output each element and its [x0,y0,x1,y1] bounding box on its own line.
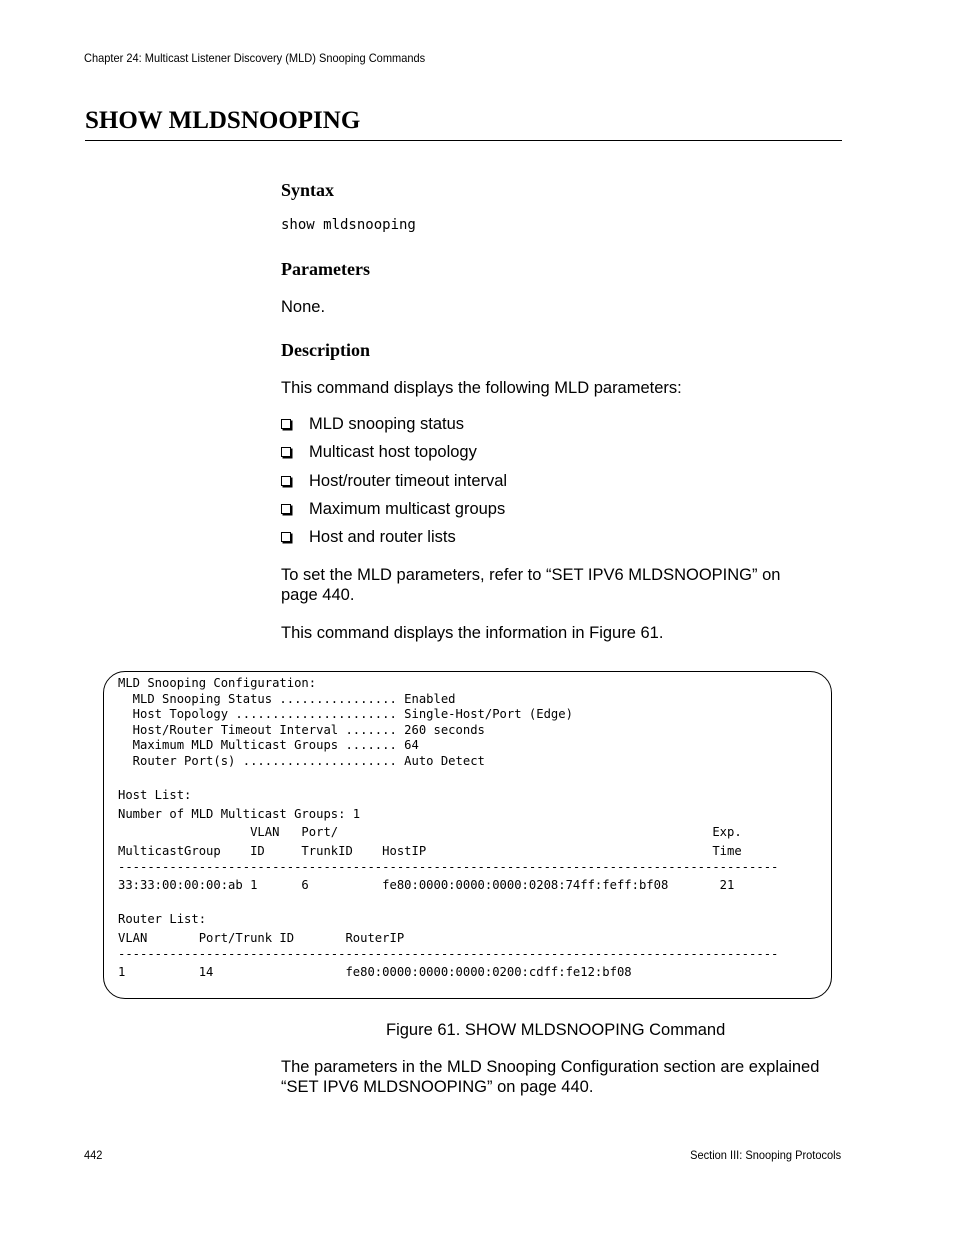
syntax-command: show mldsnooping [281,217,416,233]
output-line: 33:33:00:00:00:ab 1 6 fe80:0000:0000:0000:0208:74ff:feff:bf08 21 [118,878,735,893]
output-line: ------------------------------------------------------------------------------------------ [118,859,779,874]
list-item: Multicast host topology [281,443,477,462]
list-item: Maximum multicast groups [281,500,505,519]
output-line: Router Port(s) ..................... Auto Detect [118,753,485,768]
figure-reference-text: This command displays the information in Figure 61. [281,624,664,642]
checkbox-bullet-icon [281,504,291,514]
closing-text: The parameters in the MLD Snooping Configuration section are explained “SET IPV6 MLDSNOOPING” on page 440. [281,1058,820,1096]
list-item: Host and router lists [281,528,456,547]
output-line: VLAN Port/ Exp. [118,825,742,840]
output-line [118,770,778,786]
checkbox-bullet-icon [281,447,291,457]
parameters-heading: Parameters [281,259,370,279]
output-line: MLD Snooping Configuration: [118,676,317,690]
page-title: SHOW MLDSNOOPING [85,107,361,134]
output-line: Host Topology ...................... Single-Host/Port (Edge) [118,707,573,722]
figure-caption: Figure 61. SHOW MLDSNOOPING Command [386,1021,726,1039]
list-item: MLD snooping status [281,415,464,434]
output-line: Host/Router Timeout Interval ....... 260 seconds [118,722,485,737]
description-intro: This command displays the following MLD parameters: [281,379,682,397]
section-footer: Section III: Snooping Protocols [690,1148,841,1162]
running-header: Chapter 24: Multicast Listener Discovery (MLD) Snooping Commands [84,51,426,65]
output-line: Router List: [118,912,207,927]
checkbox-bullet-icon [281,476,291,486]
output-line: Maximum MLD Multicast Groups ....... 64 [118,738,419,753]
parameters-text: None. [281,298,326,316]
output-line [118,894,778,910]
output-line: Number of MLD Multicast Groups: 1 [118,806,361,821]
command-output [118,676,778,981]
refer-text: To set the MLD parameters, refer to “SET IPV6 MLDSNOOPING” on page 440. [281,566,781,604]
output-line: ------------------------------------------------------------------------------------------ [118,946,779,961]
description-heading: Description [281,340,370,360]
output-line: Host List: [118,788,192,803]
output-line: 1 14 fe80:0000:0000:0000:0200:cdff:fe12:bf08 [118,965,632,980]
output-line: MLD Snooping Status ................ Enabled [118,691,456,706]
output-line: VLAN Port/Trunk ID RouterIP [118,930,405,945]
list-item: Host/router timeout interval [281,472,507,491]
page-number: 442 [84,1148,103,1162]
syntax-heading: Syntax [281,180,335,200]
checkbox-bullet-icon [281,532,291,542]
output-line: MulticastGroup ID TrunkID HostIP Time [118,843,742,858]
title-rule [85,140,842,141]
checkbox-bullet-icon [281,419,291,429]
